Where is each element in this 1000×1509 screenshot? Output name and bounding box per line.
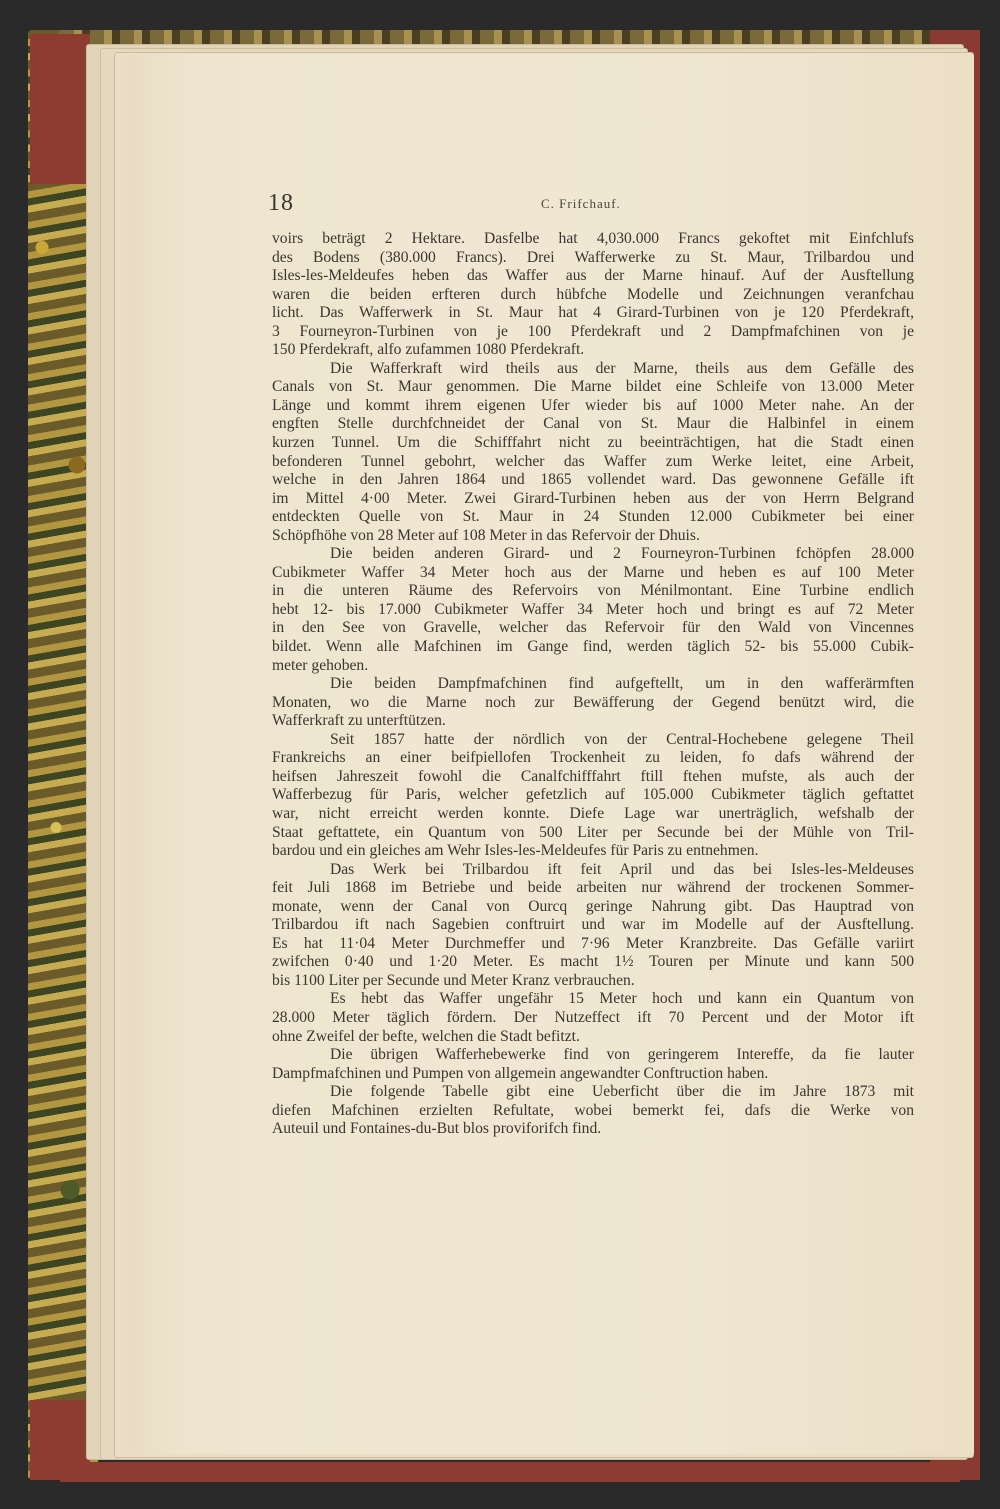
text-line: im Mittel 4·00 Meter. Zwei Girard-Turbinen heben aus der von Herrn Belgrand [272, 489, 914, 507]
text-line: des Bodens (380.000 Francs). Drei Wafferwerke zu St. Maur, Trilbardou und [272, 248, 914, 266]
text-line: Schöpfhöhe von 28 Meter auf 108 Meter in das Refervoir der Dhuis. [272, 526, 700, 544]
text-line: Wafferbezug für Paris, welcher gefetzlich auf 105.000 Cubikmeter täglich geftattet [272, 786, 914, 804]
text-line: 3 Fourneyron-Turbinen von je 100 Pferdekraft und 2 Dampfmafchinen von je [272, 322, 914, 340]
text-line: Auteuil und Fontaines-du-But blos proviforifch find. [272, 1120, 602, 1138]
text-line: bis 1100 Liter per Secunde und Meter Kranz verbrauchen. [272, 971, 635, 989]
text-line: heifsen Jahreszeit fowohl die Canalfchifffahrt ftill ftehen mufste, als auch der [272, 767, 914, 785]
text-line: Dampfmafchinen und Pumpen von allgemein angewandter Conftruction haben. [272, 1064, 769, 1082]
text-line: ohne Zweifel der befte, welchen die Stadt befitzt. [272, 1027, 580, 1045]
running-head: C. Frifchauf. [541, 196, 621, 211]
text-line: Es hat 11·04 Meter Durchmeffer und 7·96 Meter Kranzbreite. Das Gefälle variirt [272, 934, 914, 952]
text-line: welche in den Jahren 1864 und 1865 vollendet ward. Das gewonnene Gefälle ift [272, 471, 914, 489]
text-line: befonderen Tunnel gebohrt, welcher das Waffer zum Werke leitet, eine Arbeit, [272, 452, 914, 470]
text-line: Die beiden Dampfmafchinen find aufgeftellt, um in den wafferärmften [330, 675, 914, 693]
body-text [272, 230, 914, 1139]
text-line: Staat geftattete, ein Quantum von 500 Liter per Secunde bei der Mühle von Tril- [272, 823, 914, 841]
text-line: in die unteren Räume des Refervoirs von Ménilmontant. Eine Turbine endlich [272, 582, 914, 600]
text-line: bardou und ein gleiches am Wehr Isles-les-Meldeufes für Paris zu entnehmen. [272, 842, 759, 860]
text-line: licht. Das Wafferwerk in St. Maur hat 4 Girard-Turbinen von je 120 Pferdekraft, [272, 304, 914, 322]
text-line: Die Wafferkraft wird theils aus der Marne, theils aus dem Gefälle des [330, 359, 914, 377]
text-line: voirs beträgt 2 Hektare. Dasfelbe hat 4,030.000 Francs gekoftet mit Einfchlufs [272, 230, 914, 247]
text-line: Canals von St. Maur genommen. Die Marne bildet eine Schleife von 13.000 Meter [272, 378, 914, 396]
text-line: Monaten, wo die Marne noch zur Bewäfferung der Gegend benützt wird, die [272, 693, 914, 711]
page-number: 18 [268, 190, 294, 216]
text-line: Wafferkraft zu unterftützen. [272, 712, 446, 730]
text-line: feit Juli 1868 im Betriebe und beide arbeiten nur während der trockenen Sommer- [272, 879, 914, 897]
text-line: 150 Pferdekraft, alfo zufammen 1080 Pferdekraft. [272, 341, 585, 359]
text-line: Länge und kommt ihrem eigenen Ufer wieder bis auf 1000 Meter nahe. An der [272, 396, 914, 414]
text-line: waren die beiden erfteren durch hübfche Modelle und Zeichnungen veranfchau [272, 285, 914, 303]
text-line: Das Werk bei Trilbardou ift feit April und das bei Isles-les-Meldeuses [330, 860, 914, 878]
text-line: war, nicht erreicht werden konnte. Diefe Lage war unerträglich, wefshalb der [272, 804, 914, 822]
text-line: Trilbardou ift nach Sagebien conftruirt und war im Modelle auf der Ausftellung. [272, 916, 914, 934]
text-line: bildet. Wenn alle Mafchinen im Gange find, werden täglich 52- bis 55.000 Cubik- [272, 638, 914, 656]
text-line: Cubikmeter Waffer 34 Meter hoch aus der Marne und heben es auf 100 Meter [272, 563, 914, 581]
text-line: monate, wenn der Canal von Ourcq geringe Nahrung gibt. Das Hauptrad von [272, 897, 914, 915]
cover-corner-top [30, 34, 90, 184]
text-line: hebt 12- bis 17.000 Cubikmeter Waffer 34 Meter hoch und bringt es auf 72 Meter [272, 600, 914, 618]
text-line: Die übrigen Wafferhebewerke find von geringerem Intereffe, da fie lauter [330, 1046, 914, 1064]
text-line: Seit 1857 hatte der nördlich von der Central-Hochebene gelegene Theil [330, 730, 914, 748]
text-line: diefen Mafchinen erzielten Refultate, wobei bemerkt fei, dafs die Werke von [272, 1101, 914, 1119]
text-line: Es hebt das Waffer ungefähr 15 Meter hoch und kann ein Quantum von [330, 990, 914, 1008]
page-header [268, 190, 918, 220]
text-line: engften Stelle durchfchneidet der Canal von St. Maur die Halbinfel in einem [272, 415, 914, 433]
text-line: in den See von Gravelle, welcher das Refervoir für den Wald von Vincennes [272, 619, 914, 637]
text-line: 28.000 Meter täglich fördern. Der Nutzeffect ift 70 Percent und der Motor ift [272, 1008, 914, 1026]
text-line: entdeckten Quelle von St. Maur in 24 Stunden 12.000 Cubikmeter bei einer [272, 508, 914, 526]
text-line: meter gehoben. [272, 656, 369, 674]
text-line: Frankreichs an einer beifpiellofen Trockenheit zu leiden, fo dafs während der [272, 749, 914, 767]
text-line: Die folgende Tabelle gibt eine Ueberficht über die im Jahre 1873 mit [330, 1083, 914, 1101]
text-line: kurzen Tunnel. Um die Schifffahrt nicht zu beeinträchtigen, hat die Stadt einen [272, 434, 914, 452]
text-line: zwifchen 0·40 und 1·20 Meter. Es macht 1½ Touren per Minute und kann 500 [272, 953, 914, 971]
text-line: Isles-les-Meldeufes heben das Waffer aus der Marne hinauf. Auf der Ausftellung [272, 267, 914, 285]
cover-bottom-edge [60, 1462, 960, 1482]
text-line: Die beiden anderen Girard- und 2 Fourneyron-Turbinen fchöpfen 28.000 [330, 545, 914, 563]
